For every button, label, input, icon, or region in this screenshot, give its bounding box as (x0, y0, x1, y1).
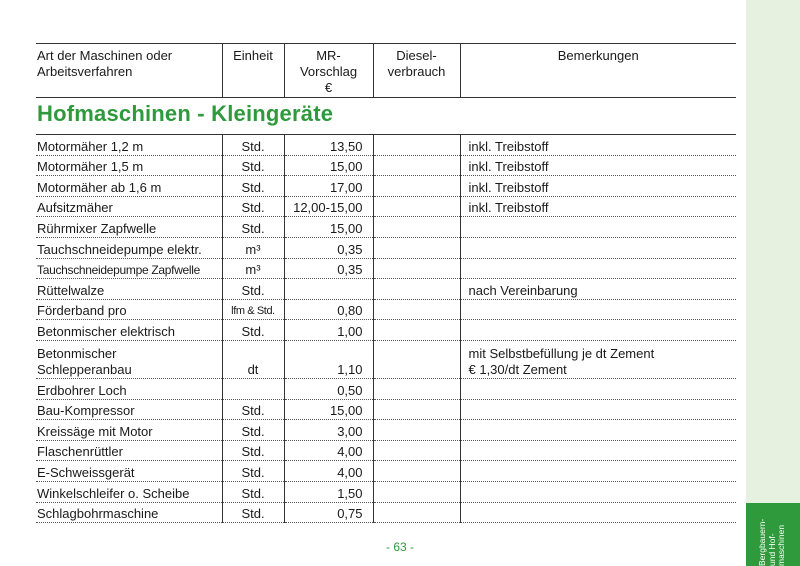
header-price: MR- Vorschlag € (284, 44, 373, 98)
section-title: Hofmaschinen - Kleingeräte (37, 101, 334, 126)
header-unit: Einheit (222, 44, 284, 98)
table-row: Betonmischer Schlepperanbau dt 1,10 mit Selbstbefüllung je dt Zement € 1,30/dt Zement (36, 340, 736, 378)
table-row: Motormäher ab 1,6 m Std. 17,00 inkl. Treibstoff (36, 176, 736, 197)
table-row: Schlagbohrmaschine Std. 0,75 (36, 502, 736, 523)
table-row: Rührmixer Zapfwelle Std. 15,00 (36, 217, 736, 238)
table-row: Aufsitzmäher Std. 12,00-15,00 inkl. Treibstoff (36, 196, 736, 217)
table-row: Förderband pro lfm & Std. 0,80 (36, 299, 736, 320)
table-row: Rüttelwalze Std. nach Vereinbarung (36, 279, 736, 300)
price-table (36, 43, 736, 523)
table-row: Betonmischer elektrisch Std. 1,00 (36, 320, 736, 341)
table-row: Erdbohrer Loch 0,50 (36, 378, 736, 399)
table-row: Flaschenrüttler Std. 4,00 (36, 440, 736, 461)
table-row: Kreissäge mit Motor Std. 3,00 (36, 420, 736, 441)
table-row: Motormäher 1,5 m Std. 15,00 inkl. Treibstoff (36, 155, 736, 176)
table-row: Motormäher 1,2 m Std. 13,50 inkl. Treibstoff (36, 135, 736, 156)
table-row: Tauchschneidepumpe elektr. m³ 0,35 (36, 237, 736, 258)
table-row: Winkelschleifer o. Scheibe Std. 1,50 (36, 481, 736, 502)
table-header-row (36, 44, 736, 98)
table-row: E-Schweissgerät Std. 4,00 (36, 461, 736, 482)
header-machine-type: Art der Maschinen oder Arbeitsverfahren (36, 44, 222, 98)
table-row: Bau-Kompressor Std. 15,00 (36, 399, 736, 420)
header-remarks: Bemerkungen (460, 44, 736, 98)
table-row: Tauchschneidepumpe Zapfwelle m³ 0,35 (36, 258, 736, 279)
sidebar-strip (746, 0, 800, 566)
header-diesel: Diesel- verbrauch (373, 44, 460, 98)
section-row (36, 98, 736, 135)
chapter-tab-label: Bergbauern- und Hof- maschinen (756, 518, 786, 566)
